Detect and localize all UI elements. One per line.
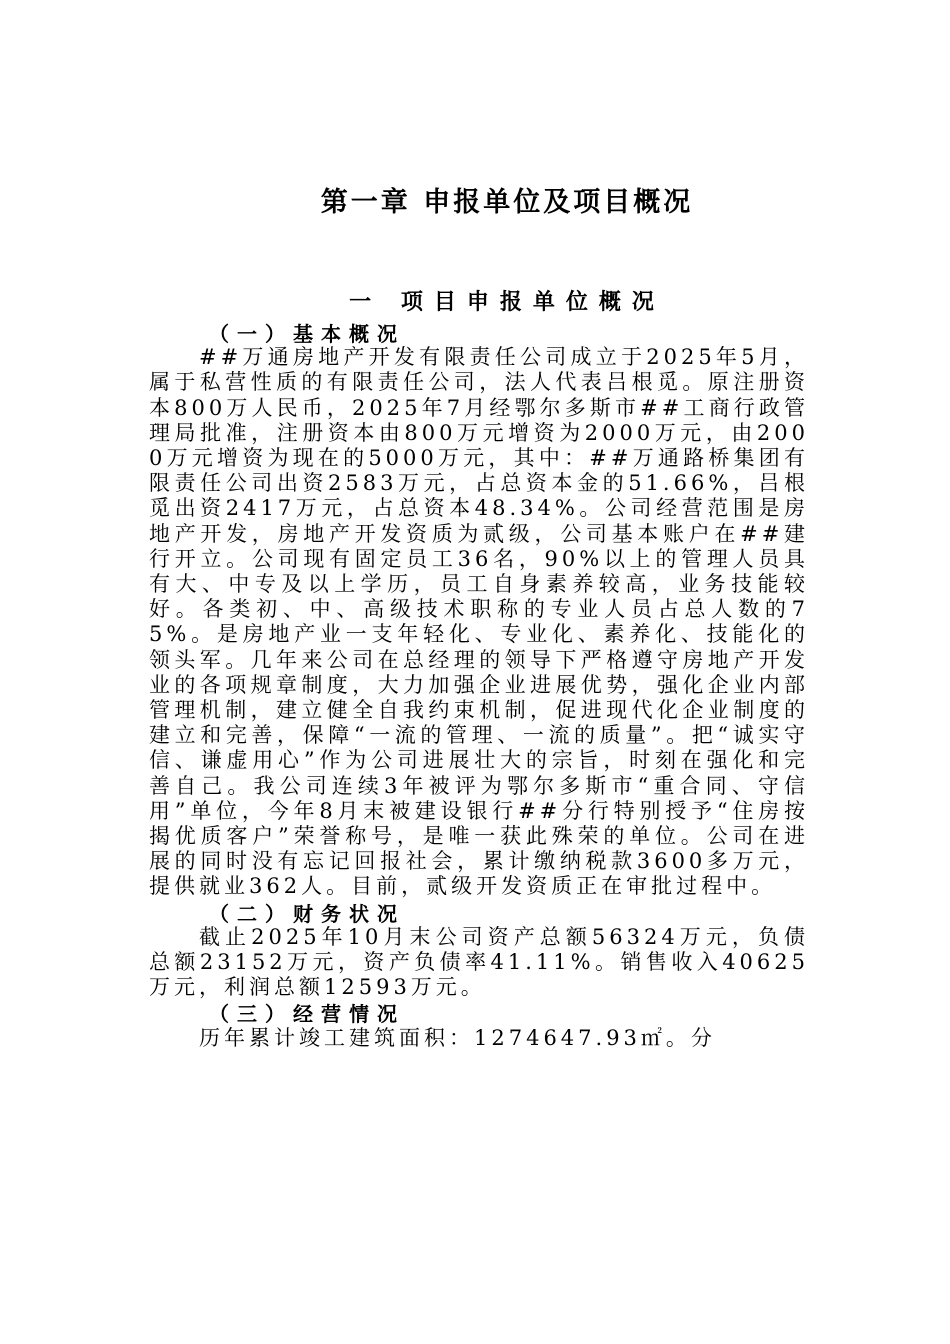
subsection-heading-operations: （三）经营情况 xyxy=(209,1002,405,1027)
paragraph-operations xyxy=(149,1026,809,1051)
paragraph-finance-text: 截止2025年10月末公司资产总额56324万元，负债总额23152万元，资产负债率41.11%。销售收入40625万元，利润总额12593万元。 xyxy=(149,924,809,1000)
chapter-title: 第一章 申报单位及项目概况 xyxy=(320,187,694,218)
paragraph-indent xyxy=(149,925,199,949)
section-title: 一 项目申报单位概况 xyxy=(349,290,665,315)
paragraph-basic-text: ##万通房地产开发有限责任公司成立于2025年5月，属于私营性质的有限责任公司，法人代表吕根觅。原注册资本800万人民币，2025年7月经鄂尔多斯市##工商行政管理局批准，注册资本由800万元增资为2000万元，由2000万元增资为现在的5000万元，其中：##万通路桥集团有限责任公司出资2583万元，占总资本金的51.66%，吕根觅出资2417万元，占总资本48.34%。公司经营范围是房地产开发，房地产开发资质为贰级，公司基本账户在##建行开立。公司现有固定员工36名，90%以上的管理人员具有大、中专及以上学历，员工自身素养较高，业务技能较好。各类初、中、高级技术职称的专业人员占总人数的75%。是房地产业一支年轻化、专业化、素养化、技能化的领头军。几年来公司在总经理的领导下严格遵守房地产开发业的各项规章制度，大力加强企业进展优势，强化企业内部管理机制，建立健全自我约束机制，促进现代化企业制度的建立和完善，保障“一流的管理、一流的质量”。把“诚实守信、谦虚用心”作为公司进展壮大的宗旨，时刻在强化和完善自己。我公司连续3年被评为鄂尔多斯市“重合同、守信用”单位，今年8月末被建设银行##分行特别授予“住房按揭优质客户”荣誉称号，是唯一获此殊荣的单位。公司在进展的同时没有忘记回报社会，累计缴纳税款3600多万元，提供就业362人。目前，贰级开发资质正在审批过程中。 xyxy=(149,345,809,899)
paragraph-indent xyxy=(149,1026,199,1050)
subsection-heading-basic: （一）基本概况 xyxy=(209,322,405,346)
document-body xyxy=(149,320,809,1051)
paragraph-basic xyxy=(149,345,809,899)
paragraph-finance xyxy=(149,925,809,1001)
paragraph-operations-text: 历年累计竣工建筑面积：1274647.93㎡。分 xyxy=(199,1025,716,1050)
subsection-heading-finance: （二）财务状况 xyxy=(209,901,405,926)
paragraph-indent xyxy=(149,345,199,369)
